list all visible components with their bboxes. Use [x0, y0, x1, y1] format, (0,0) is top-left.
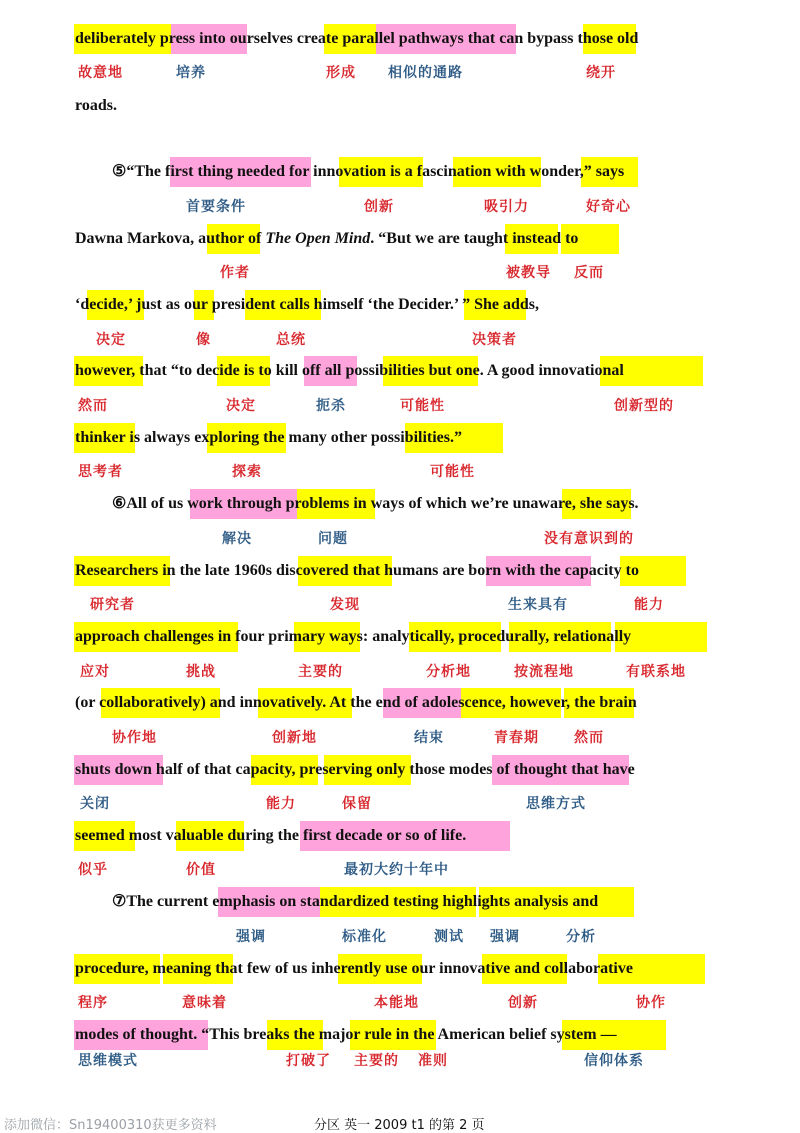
translation-note: 被教导	[506, 265, 551, 281]
translation-note: 探索	[232, 464, 262, 480]
english-text-line: seemed most valuable during the first decade or so of life.	[75, 827, 467, 844]
watermark-text: 添加微信：Sn19400310获更多资料	[4, 1118, 217, 1133]
translation-note: 然而	[574, 730, 604, 746]
english-text-line: ⑥All of us work through problems in ways of which we’re unaware, she says.	[112, 495, 639, 512]
translation-note: 思考者	[78, 464, 123, 480]
translation-note: 最初大约十年中	[344, 862, 449, 878]
translation-note: 反而	[574, 265, 604, 281]
text-line	[0, 91, 800, 121]
text-line	[0, 423, 800, 453]
text-line	[0, 556, 800, 586]
translation-note: 绕开	[586, 65, 616, 81]
translation-note: 价值	[186, 862, 216, 878]
text-line	[0, 887, 800, 917]
text-line	[0, 290, 800, 320]
translation-note: 准则	[418, 1053, 448, 1069]
translation-note: 研究者	[90, 597, 135, 613]
translation-note: 协作地	[112, 730, 157, 746]
translation-note: 程序	[78, 995, 108, 1011]
translation-note: 有联系地	[626, 664, 686, 680]
translation-note: 信仰体系	[584, 1053, 644, 1069]
translation-note: 按流程地	[514, 664, 574, 680]
translation-note: 思维方式	[526, 796, 586, 812]
text-line	[0, 24, 800, 54]
translation-note: 首要条件	[186, 199, 246, 215]
translation-note: 意味着	[182, 995, 227, 1011]
translation-note: 标准化	[342, 929, 387, 945]
translation-note: 总统	[276, 332, 306, 348]
english-text-line: thinker is always exploring the many other possibilities.”	[75, 429, 462, 446]
text-line	[0, 489, 800, 519]
text-line	[0, 954, 800, 984]
translation-note: 发现	[330, 597, 360, 613]
english-text-line: Dawna Markova, author of The Open Mind. “But we are taught instead to	[75, 230, 579, 247]
english-text-line: (or collaboratively) and innovatively. At the end of adolescence, however, the brain	[75, 694, 637, 711]
translation-note: 问题	[318, 531, 348, 547]
translation-note: 挑战	[186, 664, 216, 680]
text-line	[0, 688, 800, 718]
translation-note: 解决	[222, 531, 252, 547]
translation-note: 强调	[236, 929, 266, 945]
translation-note: 决定	[226, 398, 256, 414]
translation-note: 可能性	[430, 464, 475, 480]
translation-note: 主要的	[354, 1053, 399, 1069]
translation-note: 分析	[566, 929, 596, 945]
english-text-line: Researchers in the late 1960s discovered that humans are born with the capacity to	[75, 562, 639, 579]
translation-note: 像	[196, 332, 211, 348]
translation-note: 应对	[80, 664, 110, 680]
translation-note: 保留	[342, 796, 372, 812]
english-text-line: roads.	[75, 97, 117, 114]
translation-note: 协作	[636, 995, 666, 1011]
text-line	[0, 1020, 800, 1050]
text-line	[0, 821, 800, 851]
text-line	[0, 755, 800, 785]
translation-note: 扼杀	[316, 398, 346, 414]
translation-note: 然而	[78, 398, 108, 414]
text-line	[0, 157, 800, 187]
translation-note: 测试	[434, 929, 464, 945]
english-text-line: ⑦The current emphasis on standardized testing highlights analysis and	[112, 893, 599, 910]
english-text-line: however, that “to decide is to kill off all possibilities but one. A good innovational	[75, 362, 624, 379]
translation-note: 创新地	[272, 730, 317, 746]
translation-note: 创新	[508, 995, 538, 1011]
translation-note: 生来具有	[508, 597, 568, 613]
translation-note: 好奇心	[586, 199, 631, 215]
english-text-line: procedure, meaning that few of us inherently use our innovative and collaborative	[75, 960, 633, 977]
translation-note: 创新	[364, 199, 394, 215]
translation-note: 思维模式	[78, 1053, 138, 1069]
translation-note: 培养	[176, 65, 206, 81]
translation-note: 青春期	[494, 730, 539, 746]
text-line	[0, 224, 800, 254]
translation-note: 打破了	[286, 1053, 331, 1069]
english-text-line: modes of thought. “This breaks the major rule in the American belief system —	[75, 1026, 617, 1043]
english-text-line: ‘decide,’ just as our president calls himself ‘the Decider.’ ” She adds,	[75, 296, 539, 313]
translation-note: 形成	[326, 65, 356, 81]
translation-note: 决定	[96, 332, 126, 348]
english-text-line: ⑤“The first thing needed for innovation is a fascination with wonder,” says	[112, 163, 625, 180]
translation-note: 没有意识到的	[544, 531, 634, 547]
translation-note: 吸引力	[484, 199, 529, 215]
translation-note: 强调	[490, 929, 520, 945]
translation-note: 主要的	[298, 664, 343, 680]
english-text-line: deliberately press into ourselves create parallel pathways that can bypass those old	[75, 30, 639, 47]
translation-note: 本能地	[374, 995, 419, 1011]
translation-note: 能力	[266, 796, 296, 812]
translation-note: 关闭	[80, 796, 110, 812]
page-label: 分区 英一 2009 t1 的第 2 页	[314, 1118, 485, 1133]
translation-note: 似乎	[78, 862, 108, 878]
translation-note: 相似的通路	[388, 65, 463, 81]
translation-note: 分析地	[426, 664, 471, 680]
text-line	[0, 356, 800, 386]
english-text-line: shuts down half of that capacity, preserving only those modes of thought that have	[75, 761, 635, 778]
translation-note: 作者	[220, 265, 250, 281]
translation-note: 结束	[414, 730, 444, 746]
translation-note: 创新型的	[614, 398, 674, 414]
text-line	[0, 622, 800, 652]
english-text-line: approach challenges in four primary ways: analytically, procedurally, relationally	[75, 628, 632, 645]
translation-note: 故意地	[78, 65, 123, 81]
translation-note: 能力	[634, 597, 664, 613]
translation-note: 决策者	[472, 332, 517, 348]
translation-note: 可能性	[400, 398, 445, 414]
